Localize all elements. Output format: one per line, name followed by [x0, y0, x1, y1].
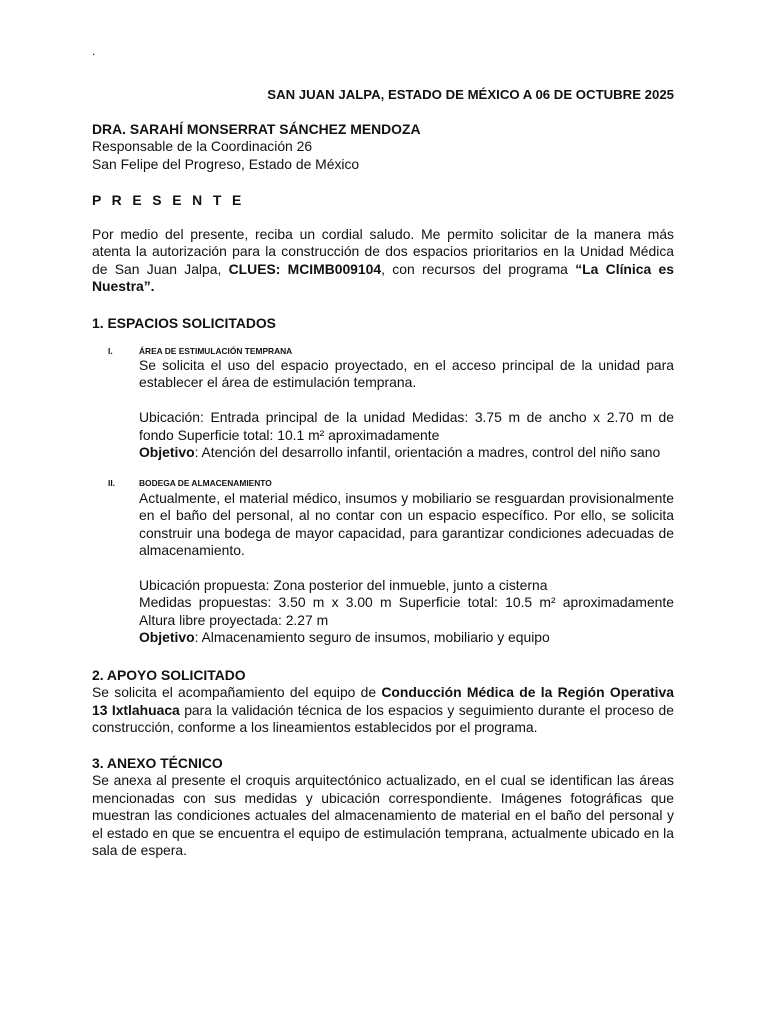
section-1-heading: 1. ESPACIOS SOLICITADOS [92, 315, 276, 331]
section-3-paragraph: Se anexa al presente el croquis arquitectónico actualizado, en el cual se identifican las áreas mencionadas con sus medidas y ubicación correspondiente. Imágenes fotográficas que muestran las condiciones actuales del almacenamiento de material en el baño del personal y el estado en que se encuentra el equipo de estimulación temprana, actualmente ubicado en la sala de espera. [92, 772, 674, 859]
recipient-location: San Felipe del Progreso, Estado de México [92, 155, 360, 172]
item-1-details: Ubicación: Entrada principal de la unidad Medidas: 3.75 m de ancho x 2.70 m de fondo Superficie total: 10.1 m² aproximadamente [139, 409, 674, 443]
section-2-text-2: para la validación técnica de los espacios y seguimiento durante el proceso de construcción, conforme a los lineamientos establecidos por el programa. [92, 701, 674, 736]
item-1-objective [139, 444, 674, 461]
recipient-role: Responsable de la Coordinación 26 [92, 138, 313, 155]
item-2-objective [139, 629, 674, 646]
item-1-marker: I. [108, 346, 113, 356]
recipient-name: DRA. SARAHÍ MONSERRAT SÁNCHEZ MENDOZA [92, 121, 421, 137]
item-2-marker: II. [108, 478, 115, 488]
intro-text-1: Por medio del presente, reciba un cordial saludo. Me permito solicitar de la manera más atenta la autorización para la construcción de dos espacios prioritarios en la Unidad Médica de San Juan Jalpa, [92, 226, 674, 277]
section-2 [92, 667, 674, 737]
item-2-title: BODEGA DE ALMACENAMIENTO [139, 478, 272, 488]
program-name: “La Clínica es Nuestra”. [92, 260, 674, 295]
section-2-highlight: Conducción Médica de la Región Operativa 13 Ixtlahuaca [92, 684, 674, 718]
section-3 [92, 755, 674, 859]
item-1-objective-label: Objetivo [139, 444, 195, 461]
recipient-block [92, 121, 674, 173]
clues-code: CLUES: MCIMB009104 [228, 260, 382, 277]
item-2-location: Ubicación propuesta: Zona posterior del inmueble, junto a cisterna [139, 577, 548, 594]
item-2-body [139, 490, 674, 647]
section-3-heading: 3. ANEXO TÉCNICO [92, 755, 223, 771]
item-2-description: Actualmente, el material médico, insumos y mobiliario se resguardan provisionalmente en el baño del personal, al no contar con un espacio específico. Por ello, se solicita construir una bodega de mayor capacidad, para garantizar condiciones adecuadas de almacenamiento. [139, 490, 674, 559]
presente-heading: P R E S E N T E [92, 192, 245, 208]
item-1-spacer [139, 392, 674, 409]
item-1-objective-text: : Atención del desarrollo infantil, orientación a madres, control del niño sano [194, 444, 661, 461]
item-2-details: Medidas propuestas: 3.50 m x 3.00 m Superficie total: 10.5 m² aproximadamente Altura libre proyectada: 2.27 m [139, 594, 674, 628]
item-2-spacer [139, 560, 674, 577]
section-2-paragraph [92, 684, 674, 736]
item-2-objective-text: : Almacenamiento seguro de insumos, mobiliario y equipo [194, 629, 550, 646]
item-1-description: Se solicita el uso del espacio proyectado, en el acceso principal de la unidad para establecer el área de estimulación temprana. [139, 357, 674, 391]
top-mark: . [92, 44, 96, 58]
section-2-text-1: Se solicita el acompañamiento del equipo de [92, 684, 382, 701]
intro-paragraph [92, 226, 674, 296]
section-2-heading: 2. APOYO SOLICITADO [92, 667, 246, 683]
date-line: SAN JUAN JALPA, ESTADO DE MÉXICO A 06 DE OCTUBRE 2025 [267, 87, 674, 102]
item-2-objective-label: Objetivo [139, 629, 195, 646]
item-1-body [139, 357, 674, 461]
item-1-title: ÁREA DE ESTIMULACIÓN TEMPRANA [139, 346, 293, 356]
intro-text-2: , con recursos del programa [381, 260, 576, 277]
